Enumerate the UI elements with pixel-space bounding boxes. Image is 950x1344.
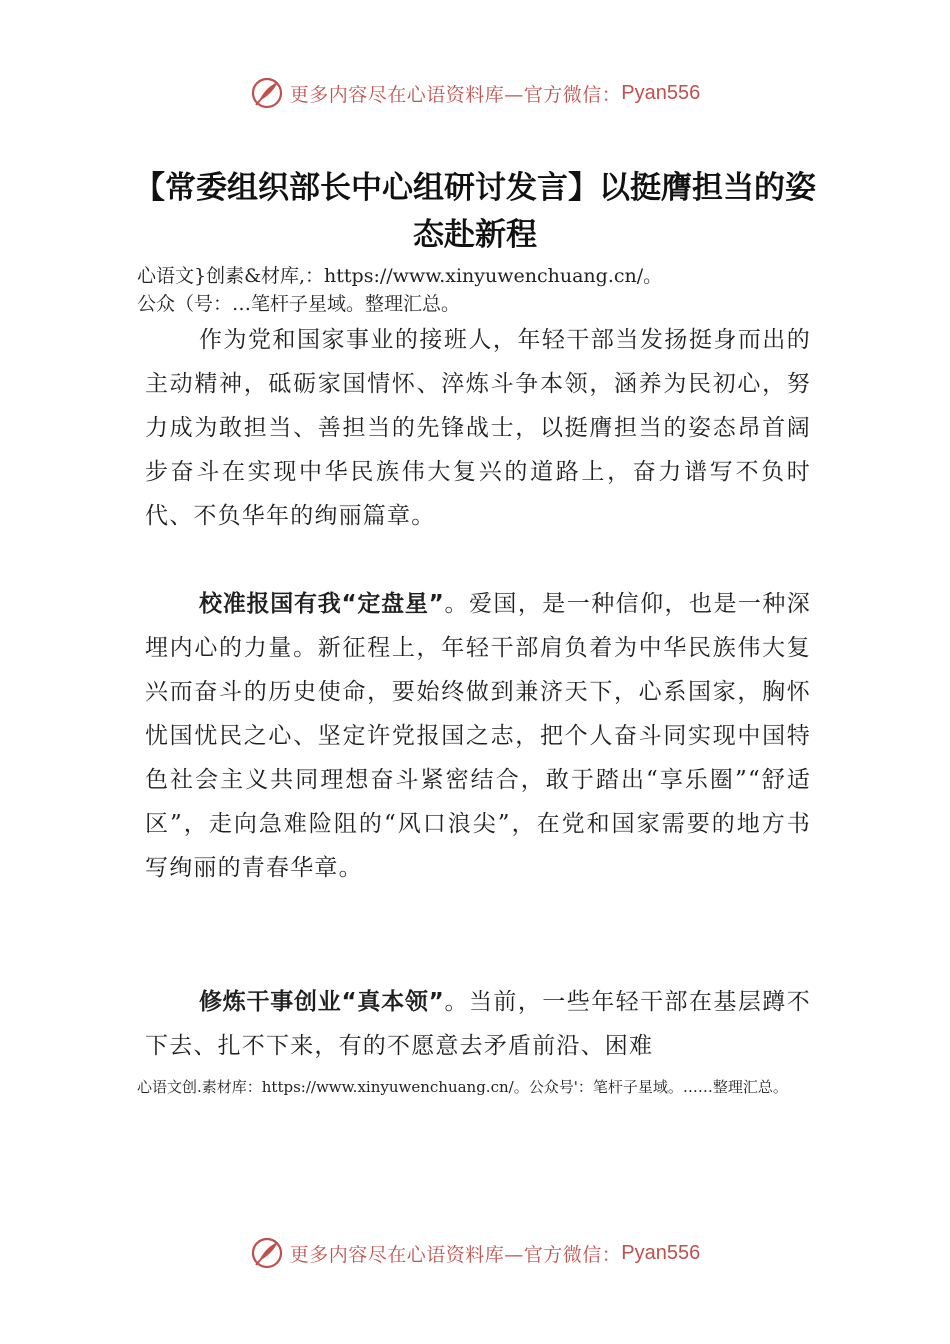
feather-quill-logo-icon — [250, 1236, 284, 1270]
banner-text: 更多内容尽在心语资料库—官方微信： — [289, 83, 622, 106]
footer-source-note: 心语文创.素材库：https://www.xinyuwenchuang.cn/。公众号'：笔杆子星域。……整理汇总。 — [137, 1078, 788, 1096]
source-line-2: 公众（号：…笔杆子星域。整理汇总。 — [137, 293, 461, 315]
banner-wechat-id: Pyan556 — [621, 1241, 701, 1264]
header-banner — [0, 68, 950, 118]
footer-banner — [0, 1228, 950, 1278]
banner-text: 更多内容尽在心语资料库—官方微信： — [289, 1243, 622, 1266]
paragraph-3 — [145, 980, 811, 1068]
paragraph-3-body: 。当前，一些年轻干部在基层蹲不下去、扎不下来，有的不愿意去矛盾前沿、困难 — [145, 989, 811, 1059]
paragraph-1: 作为党和国家事业的接班人，年轻干部当发扬挺身而出的主动精神，砥砺家国情怀、淬炼斗争本领，涵养为民初心，努力成为敢担当、善担当的先锋战士，以挺膺担当的姿态昂首阔步奋斗在实现中华民族伟大复兴的道路上，奋力谱写不负时代、不负华年的绚丽篇章。 — [145, 327, 811, 529]
document-title: 【常委组织部长中心组研讨发言】以挺膺担当的姿态赴新程 — [134, 170, 816, 253]
paragraph-2-heading: 校准报国有我“定盘星” — [199, 591, 445, 617]
paragraph-2-body: 。爱国，是一种信仰，也是一种深埋内心的力量。新征程上，年轻干部肩负着为中华民族伟大复兴而奋斗的历史使命，要始终做到兼济天下，心系国家，胸怀忧国忧民之心、坚定许党报国之志，把个人奋斗同实现中国特色社会主义共同理想奋斗紧密结合，敢于踏出“享乐圈”“舒适区”，走向急难险阻的“风口浪尖”，在党和国家需要的地方书写绚丽的青春华章。 — [145, 591, 812, 881]
source-line-1: 心语文}创素&材库,：https://www.xinyuwenchuang.cn/。 — [137, 265, 663, 287]
paragraph-2 — [145, 582, 811, 890]
paragraph-3-heading: 修炼干事创业“真本领” — [199, 989, 445, 1015]
feather-quill-logo-icon — [250, 76, 284, 110]
banner-wechat-id: Pyan556 — [621, 81, 701, 104]
